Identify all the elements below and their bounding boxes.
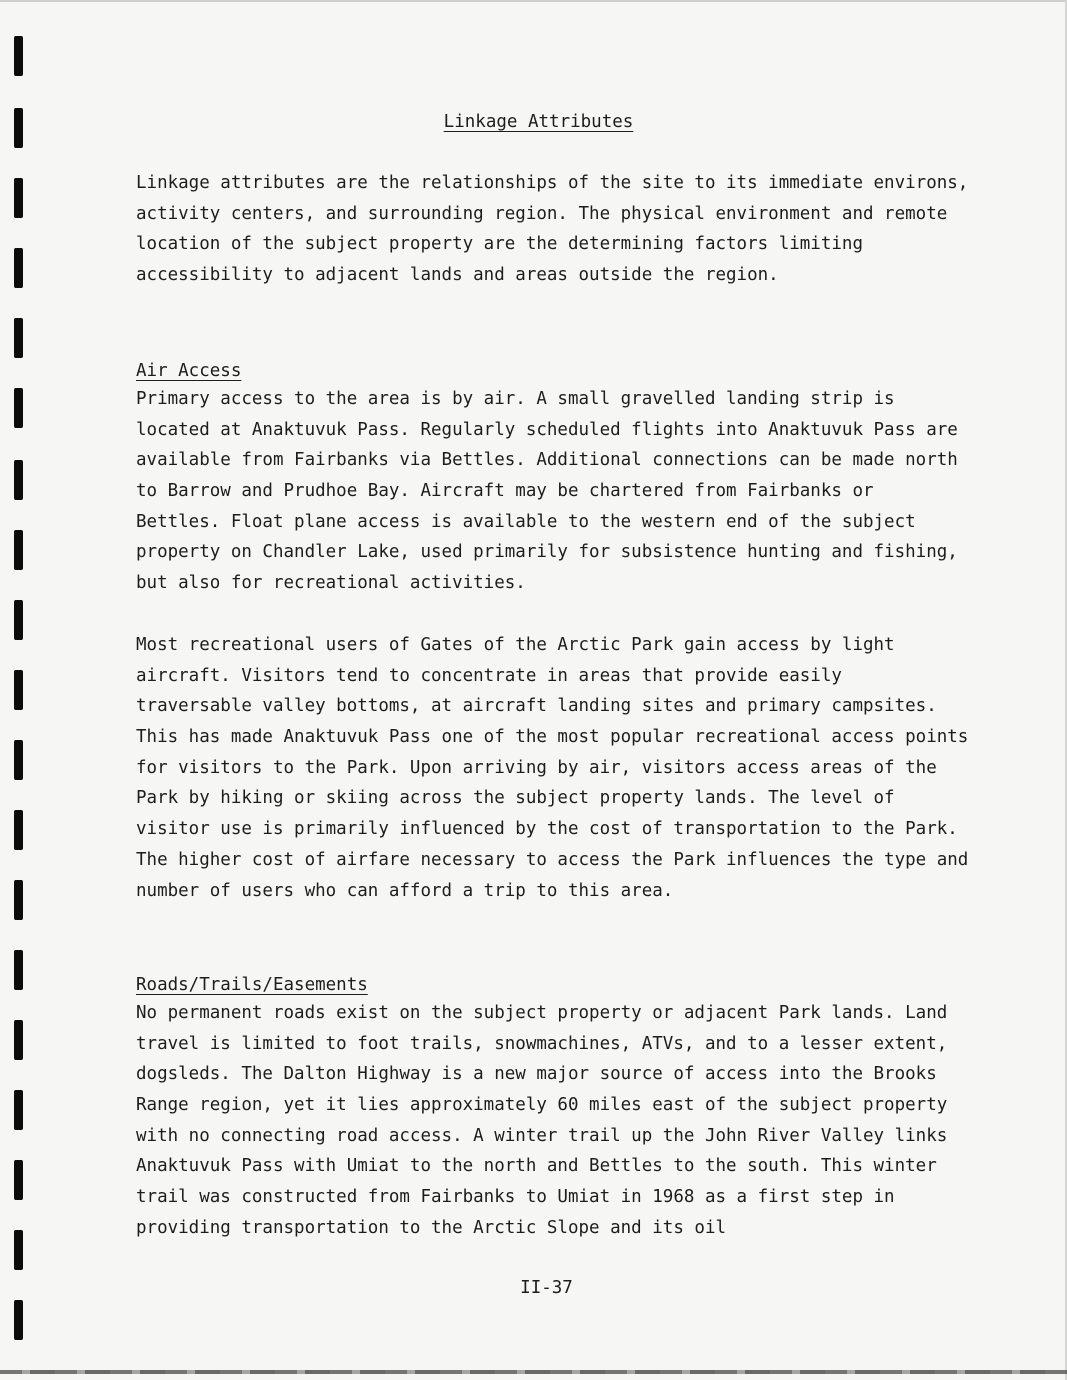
punch-hole [14,1090,23,1130]
page-top-edge [0,0,1067,2]
text-line: This has made Anaktuvuk Pass one of the most popular recreational access points [136,727,969,748]
text-line: traversable valley bottoms, at aircraft landing sites and primary campsites. [136,696,937,717]
text-line: but also for recreational activities. [136,573,526,594]
punch-hole [14,1230,23,1270]
punch-hole [14,388,23,428]
punch-hole [14,1300,23,1340]
text-line: The higher cost of airfare necessary to access the Park influences the type and [136,849,969,870]
text-line: accessibility to adjacent lands and areas outside the region. [136,265,779,286]
punch-hole [14,318,23,358]
air-access-paragraph-1 [136,384,966,599]
text-line: located at Anaktuvuk Pass. Regularly scheduled flights into Anaktuvuk Pass are [136,419,958,440]
text-line: Most recreational users of Gates of the Arctic Park gain access by light [136,635,895,655]
text-line: available from Fairbanks via Bettles. Additional connections can be made north [136,450,958,471]
roads-trails-easements-heading: Roads/Trails/Easements [136,975,368,995]
punch-hole [14,36,23,76]
text-line: Linkage attributes are the relationships of the site to its immediate environs, [136,173,969,193]
punch-hole [14,530,23,570]
punch-hole [14,740,23,780]
punch-hole [14,460,23,500]
text-line: travel is limited to foot trails, snowmachines, ATVs, and to a lesser extent, [136,1033,948,1054]
punch-hole [14,178,23,218]
punch-hole [14,880,23,920]
text-line: aircraft. Visitors tend to concentrate in areas that provide easily [136,665,842,686]
text-line: activity centers, and surrounding region. The physical environment and remote [136,203,948,224]
punch-hole [14,248,23,288]
scan-bottom-edge [0,1370,1067,1374]
text-line: Bettles. Float plane access is available to the western end of the subject [136,511,916,532]
text-line: dogsleds. The Dalton Highway is a new major source of access into the Brooks [136,1064,937,1085]
intro-paragraph [136,168,969,291]
text-line: No permanent roads exist on the subject property or adjacent Park lands. Land [136,1003,948,1023]
page-number-text: II-37 [520,1278,573,1298]
punch-hole [14,810,23,850]
text-line: Anaktuvuk Pass with Umiat to the north and Bettles to the south. This winter [136,1156,937,1177]
text-line: trail was constructed from Fairbanks to Umiat in 1968 as a first step in [136,1187,895,1208]
roads-paragraph [136,998,966,1244]
text-line: with no connecting road access. A winter trail up the John River Valley links [136,1125,948,1146]
air-access-heading: Air Access [136,361,242,381]
text-line: to Barrow and Prudhoe Bay. Aircraft may be chartered from Fairbanks or [136,481,874,502]
binder-punch-holes [14,0,34,1380]
text-line: number of users who can afford a trip to this area. [136,880,674,901]
text-line: visitor use is primarily influenced by the cost of transportation to the Park. [136,819,958,840]
text-line: Range region, yet it lies approximately 60 miles east of the subject property [136,1095,948,1116]
punch-hole [14,600,23,640]
text-line: for visitors to the Park. Upon arriving by air, visitors access areas of the [136,757,937,778]
punch-hole [14,1020,23,1060]
text-line: property on Chandler Lake, used primarily for subsistence hunting and fishing, [136,542,958,563]
punch-hole [14,950,23,990]
text-line: location of the subject property are the determining factors limiting [136,234,863,255]
text-line: Park by hiking or skiing across the subject property lands. The level of [136,788,895,809]
page-title [0,110,1067,134]
text-line: Primary access to the area is by air. A small gravelled landing strip is [136,389,895,409]
page-title-text: Linkage Attributes [443,112,634,132]
punch-hole [14,670,23,710]
text-line: providing transportation to the Arctic Slope and its oil [136,1217,727,1238]
punch-hole [14,1160,23,1200]
page-number [0,1276,1067,1300]
air-access-paragraph-2 [136,630,969,906]
